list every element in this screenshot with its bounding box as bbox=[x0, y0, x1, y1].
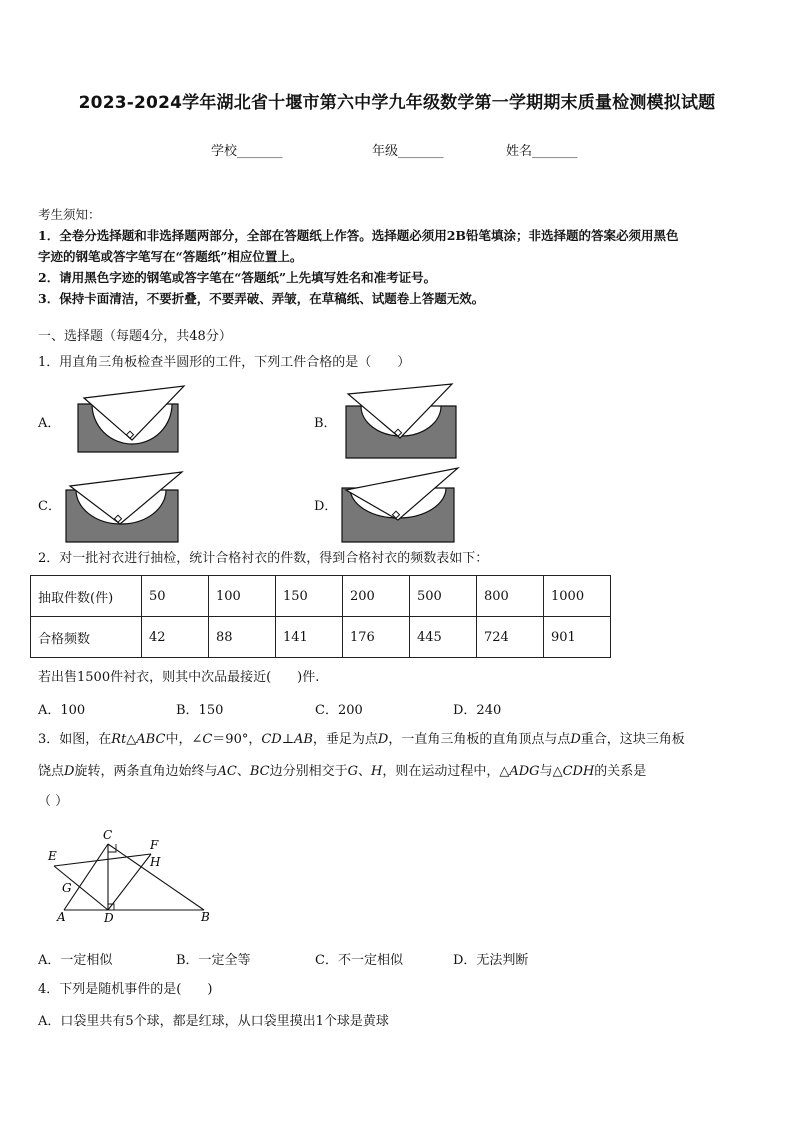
q1-figure-d bbox=[340, 462, 460, 544]
table-cell: 800 bbox=[477, 576, 544, 617]
q2-option-c: C．200 bbox=[315, 703, 363, 718]
q2-option-d: D．240 bbox=[453, 703, 502, 718]
notes-heading: 考生须知： bbox=[38, 207, 101, 222]
label-g: G bbox=[62, 881, 72, 895]
section-heading: 一、选择题（每题4分，共48分） bbox=[38, 329, 232, 344]
frequency-table bbox=[30, 575, 611, 658]
label-a: A bbox=[57, 910, 66, 924]
table-row-header: 抽取件数(件) bbox=[31, 576, 142, 617]
q2-option-a: A．100 bbox=[38, 703, 86, 718]
q4-option-a: A．口袋里共有5个球，都是红球，从口袋里摸出1个球是黄球 bbox=[38, 1014, 389, 1029]
table-cell: 100 bbox=[209, 576, 276, 617]
q1-label-d: D． bbox=[314, 499, 338, 514]
q3-line1: 3．如图，在Rt△ABC中，∠C＝90°，CD⊥AB，垂足为点D，一直角三角板的直角顶点与点D重合，这块三角板 bbox=[38, 732, 685, 747]
label-e: E bbox=[48, 849, 57, 863]
q1-label-b: B． bbox=[314, 416, 337, 431]
note-line: 字迹的钢笔或答字笔写在“答题纸”相应位置上。 bbox=[38, 249, 303, 264]
note-line: 3．保持卡面清洁，不要折叠，不要弄破、弄皱，在草稿纸、试题卷上答题无效。 bbox=[38, 291, 485, 306]
q1-label-a: A． bbox=[38, 416, 61, 431]
table-cell: 150 bbox=[276, 576, 343, 617]
table-row bbox=[31, 576, 611, 617]
notes-block bbox=[38, 204, 758, 309]
table-cell: 500 bbox=[410, 576, 477, 617]
q1-label-c: C． bbox=[38, 499, 61, 514]
exam-title: 2023-2024学年湖北省十堰市第六中学九年级数学第一学期期末质量检测模拟试题 bbox=[78, 93, 716, 113]
q1-figure-b bbox=[344, 382, 458, 460]
q2-text: 2．对一批衬衣进行抽检，统计合格衬衣的件数，得到合格衬衣的频数表如下： bbox=[38, 551, 489, 566]
label-h: H bbox=[150, 855, 161, 869]
q3-line2: 饶点D旋转，两条直角边始终与AC、BC边分别相交于G、H，则在运动过程中，△ADG与△CDH的关系是 bbox=[38, 764, 647, 779]
table-cell: 42 bbox=[142, 617, 209, 658]
name-field: 姓名_______ bbox=[506, 144, 578, 159]
school-field: 学校_______ bbox=[211, 144, 283, 159]
table-cell: 724 bbox=[477, 617, 544, 658]
label-f: F bbox=[150, 838, 159, 852]
label-d: D bbox=[104, 911, 114, 925]
table-cell: 445 bbox=[410, 617, 477, 658]
table-cell: 88 bbox=[209, 617, 276, 658]
table-row-header: 合格频数 bbox=[31, 617, 142, 658]
table-cell: 50 bbox=[142, 576, 209, 617]
table-row bbox=[31, 617, 611, 658]
q2-option-b: B．150 bbox=[176, 703, 224, 718]
q3-geometry-figure bbox=[44, 824, 216, 926]
q3-option-b: B．一定全等 bbox=[176, 953, 251, 968]
label-b: B bbox=[201, 910, 210, 924]
q2-question: 若出售1500件衬衣，则其中次品最接近( )件. bbox=[38, 670, 320, 685]
q1-text: 1．用直角三角板检查半圆形的工件，下列工件合格的是（ ） bbox=[38, 355, 411, 370]
grade-field: 年级_______ bbox=[372, 144, 444, 159]
table-cell: 141 bbox=[276, 617, 343, 658]
table-cell: 200 bbox=[343, 576, 410, 617]
q3-option-d: D．无法判断 bbox=[453, 953, 529, 968]
q4-text: 4．下列是随机事件的是( ) bbox=[38, 982, 213, 997]
q1-figure-a bbox=[76, 382, 186, 454]
q3-paren: （ ） bbox=[38, 794, 69, 809]
table-cell: 901 bbox=[544, 617, 611, 658]
table-cell: 176 bbox=[343, 617, 410, 658]
table-cell: 1000 bbox=[544, 576, 611, 617]
q1-figure-c bbox=[64, 466, 184, 544]
note-line: 1．全卷分选择题和非选择题两部分，全部在答题纸上作答。选择题必须用2B铅笔填涂；非选择题的答案必须用黑色 bbox=[38, 228, 679, 243]
note-line: 2．请用黑色字迹的钢笔或答字笔在“答题纸”上先填写姓名和准考证号。 bbox=[38, 270, 437, 285]
q3-option-a: A．一定相似 bbox=[38, 953, 113, 968]
label-c: C bbox=[103, 828, 113, 842]
q3-option-c: C．不一定相似 bbox=[315, 953, 403, 968]
